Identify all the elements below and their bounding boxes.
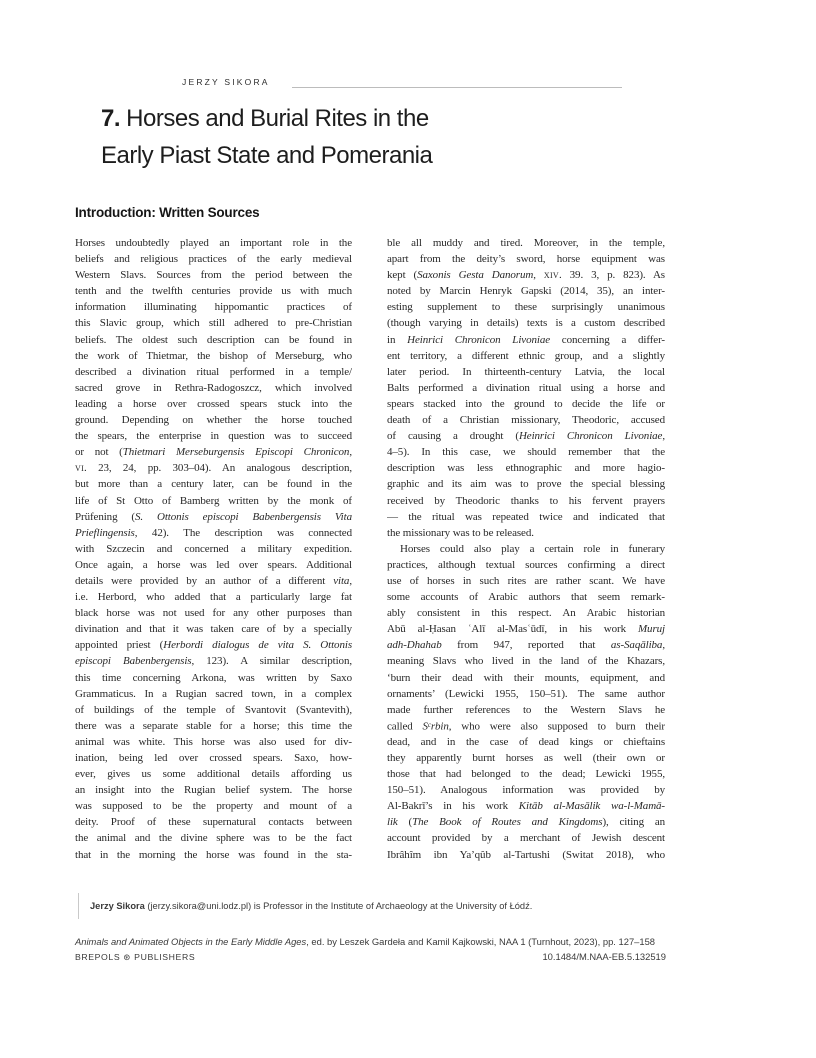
text-line: an insight into the Rugian belief system. The horse: [75, 784, 352, 797]
text-line: Al-Bakrī’s in his work Kitāb al-Masālik wa-l-Mamā-: [387, 800, 665, 813]
text-line: meaning Slavs who lived in the land of the Khazars,: [387, 655, 665, 668]
text-line: ination, being led over crossed spears. Saxo, how-: [75, 752, 352, 764]
book-citation: [75, 936, 675, 947]
text-line: later period. In thirteenth-century Latvia, the local: [387, 365, 665, 378]
text-line: 150–51). Analogous information was provided by: [387, 784, 665, 797]
chapter-title-line2: Early Piast State and Pomerania: [101, 142, 433, 169]
doi-number: 10.1484/M.NAA-EB.5.132519: [542, 951, 666, 962]
text-line: tenth and the twelfth centuries provide us with much: [75, 285, 352, 298]
chapter-title: [101, 100, 432, 174]
author-note: [78, 893, 532, 919]
text-line: Horses could also play a certain role in funerary: [400, 542, 665, 555]
text-line: Horses undoubtedly played an important role in the: [75, 237, 352, 249]
text-line: of buildings of the temple of Svantovit (Svantevith),: [75, 703, 352, 716]
text-line: there was a separate stable for a horse; this time the: [75, 719, 352, 732]
text-line: details were provided by an author of a different vita,: [75, 574, 352, 587]
book-citation-rest: , ed. by Leszek Gardeła and Kamil Kajkowski, NAA 1 (Turnhout, 2023), pp. 127–158: [306, 936, 656, 947]
text-line: this Slavic group, which still adhered to pre-Christian: [75, 317, 352, 330]
text-line: ground. Depending on whether the horse touched: [75, 414, 352, 427]
text-line: some accounts of Arabic authors that seem remark-: [387, 591, 665, 604]
section-heading: Introduction: Written Sources: [75, 205, 260, 220]
text-line: description was less ethnographic and more hagio-: [387, 462, 665, 475]
text-line: made further references to the Western Slavs he: [387, 703, 665, 716]
text-line: vi. 23, 24, pp. 303–04). An analogous description,: [75, 462, 352, 475]
text-line: of causing a drought (Heinrici Chronicon Livoniae,: [387, 430, 665, 443]
text-line: was supposed to be the property and mount of a: [75, 800, 352, 813]
text-line: ble all muddy and tired. Moreover, in the temple,: [387, 237, 665, 249]
publisher-suffix: PUBLISHERS: [134, 952, 196, 962]
text-line: ent territory, a different ethnic group, and a slightly: [387, 349, 665, 362]
text-line: life of St Otto of Bamberg written by the monk of: [75, 494, 352, 507]
text-line: dead, and in the case of dead kings or chieftains: [387, 735, 665, 748]
text-line: beliefs. The oldest such description can be found in: [75, 333, 352, 346]
text-line: in Heinrici Chronicon Livoniae concerning a differ-: [387, 333, 665, 346]
text-line: beliefs and religious practices of the early medieval: [75, 253, 352, 266]
text-line: those that had belonged to the dead; Lewicki 1955,: [387, 768, 665, 781]
text-line: that in the morning the horse was found in the sta-: [75, 848, 352, 861]
text-line: animal was white. This horse was also used for div-: [75, 735, 352, 748]
text-line: called $S^crbin$, who were also supposed to burn their: [387, 720, 665, 733]
book-title: Animals and Animated Objects in the Early Middle Ages: [75, 936, 307, 947]
text-line: with Szczecin and concerned a military expedition.: [75, 542, 352, 555]
author-affiliation: (jerzy.sikora@uni.lodz.pl) is Professor in the Institute of Archaeology at the University of Łódź.: [144, 901, 533, 911]
header-rule: [292, 87, 622, 88]
text-line: Once again, a horse was led over spears. Additional: [75, 558, 352, 571]
text-line: esting supplement to these surprisingly unanimous: [387, 301, 665, 314]
text-line: Grammaticus. In a Rugian sacred town, in a complex: [75, 687, 352, 700]
text-line: received by Theodoric thanks to his fervent prayers: [387, 494, 665, 507]
text-line: lik (The Book of Routes and Kingdoms), citing an: [387, 816, 665, 829]
text-line: episcopi Babenbergensis, 123). A similar description,: [75, 655, 352, 668]
text-line: — the ritual was repeated twice and indicated that: [387, 510, 665, 523]
text-line: divination and that it was taken care of by a specially: [75, 623, 352, 636]
text-line: the animal and the divine sphere was to be the fact: [75, 832, 352, 845]
text-line: adh-Dhahab from 947, reported that as-Saqāliba,: [387, 639, 665, 652]
text-line: this time concerning Arkona, was written by Saxo: [75, 671, 352, 684]
text-line: the missionary was to be released.: [387, 526, 534, 539]
body-columns: [75, 235, 665, 863]
body-column-right: [387, 235, 665, 863]
text-line: 4–5). In this case, we should remember that the: [387, 446, 665, 459]
text-line: ‘burn their dead with their mounts, equipment, and: [387, 671, 665, 684]
text-line: Western Slavs. Sources from the period between the: [75, 269, 352, 282]
text-line: the work of Thietmar, the bishop of Merseburg, who: [75, 349, 352, 362]
text-line: ever, gives us some additional details affording us: [75, 768, 352, 781]
text-line: but more than a century later, can be found in the: [75, 478, 352, 491]
text-line: ornaments’ (Lewicki 1955, 150–51). The same author: [387, 687, 665, 700]
text-line: Abū al-Ḥasan ʿAlī al-Masʿūdī, in his work Muruj: [387, 623, 665, 636]
text-line: ably consistent in this respect. An Arabic historian: [387, 607, 665, 620]
author-name: Jerzy Sikora: [90, 901, 145, 911]
text-line: noted by Marcin Henryk Gapski (2014, 35), an inter-: [387, 285, 665, 298]
text-line: graphic and its aim was to prove the special blessing: [387, 478, 665, 491]
text-line: or not (Thietmari Merseburgensis Episcopi Chronicon,: [75, 446, 352, 459]
text-line: death of a Christian missionary, Theodoric, accused: [387, 414, 665, 427]
text-line: (though varying in details) texts is a custom described: [387, 317, 665, 330]
text-line: appointed priest (Herbordi dialogus de vita S. Ottonis: [75, 639, 352, 652]
text-line: leading a horse over crossed spears stuck into the: [75, 397, 352, 410]
text-line: apart from the deity’s sword, horse equipment was: [387, 253, 665, 266]
publisher-name: BREPOLS: [75, 952, 121, 962]
footer-bottom: [75, 951, 666, 963]
text-line: Prieflingensis, 42). The description was connected: [75, 526, 352, 539]
text-line: practices, although textual sources confirming a direct: [387, 558, 665, 571]
publisher-imprint: [75, 952, 195, 963]
publisher-logo-icon: ⊛: [123, 952, 132, 962]
text-line: black horse was not used for any other purposes than: [75, 607, 352, 620]
text-line: Balts performed a divination ritual using a horse and: [387, 381, 665, 394]
text-line: deity. Proof of these supernatural contacts between: [75, 816, 352, 829]
chapter-title-line1: Horses and Burial Rites in the: [120, 105, 429, 132]
text-line: sacred grove in Rethra-Radogoszcz, which involved: [75, 381, 352, 394]
text-line: Ibrâhîm ibn Ya’qûb al-Tartushi (Switat 2018), who: [387, 848, 665, 861]
text-line: use of horses in such rites are rather scant. We have: [387, 574, 665, 587]
text-line: kept (Saxonis Gesta Danorum, xiv. 39. 3, p. 823). As: [387, 269, 665, 282]
author-note-text: [90, 901, 532, 911]
text-line: account provided by a merchant of Jewish descent: [387, 832, 665, 845]
chapter-number: 7.: [101, 105, 121, 132]
text-line: they apparently burnt horses as well (their own or: [387, 752, 665, 764]
text-line: information illuminating hippomantic practices of: [75, 301, 352, 314]
text-line: Prüfening (S. Ottonis episcopi Babenbergensis Vita: [75, 510, 352, 523]
text-line: the spears, the enterprise in question was to succeed: [75, 430, 352, 443]
text-line: described a divination ritual performed in a temple/: [75, 365, 352, 378]
running-head-author: JERZY SIKORA: [182, 77, 270, 87]
text-line: spears stacked into the ground to decide the life or: [387, 397, 665, 410]
body-column-left: [75, 235, 352, 863]
text-line: i.e. Herbord, who added that a particularly large fat: [75, 591, 352, 604]
